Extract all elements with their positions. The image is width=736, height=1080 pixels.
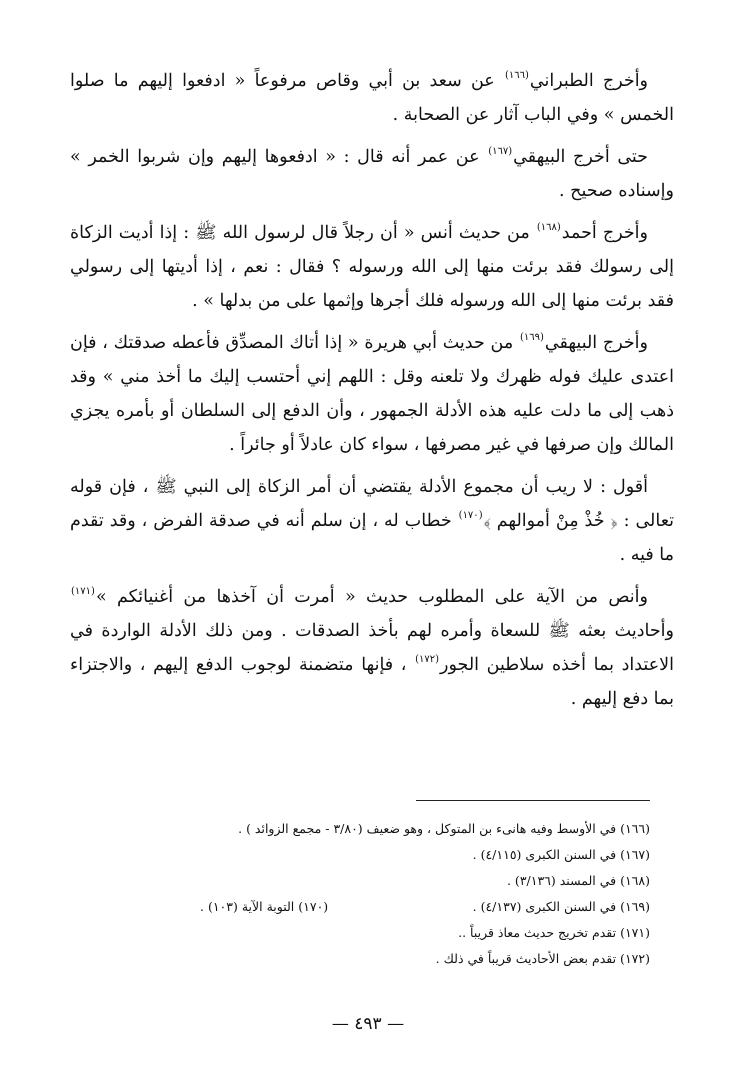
text-run: من حديث أنس « أن رجلاً قال لرسول الله ﷺ : إذا أديت الزكاة إلى رسولك فقد برئت منها إلى الله ورسوله ؟ فقال : نعم ، إذا أديتها إلى رسولي فقد برئت منها إلى الله ورسوله فلك أجرها وإثمها على من بدلها » . <box>70 223 674 311</box>
footnote-169: (١٦٩) في السنن الكبرى (٤/١٣٧) . <box>472 899 650 914</box>
text-run: حتى أخرج البيهقي <box>513 147 649 167</box>
footnote-170: (١٧٠) التوبة الآية (١٠٣) . <box>200 899 329 914</box>
footnote-ref: (١٧١) <box>71 586 95 597</box>
footnote-separator <box>416 800 650 801</box>
footnote-167: (١٦٧) في السنن الكبرى (٤/١١٥) . <box>472 847 650 862</box>
paragraph <box>70 140 674 208</box>
footnote-row <box>70 868 650 894</box>
text-run: وأخرج أحمد <box>561 223 648 243</box>
footnote-ref: (١٦٩) <box>519 332 544 343</box>
footnote-168: (١٦٨) في المسند (٣/١٣٦) . <box>506 873 650 888</box>
text-run: وأخرج الطبراني <box>529 71 649 91</box>
text-run: أقول : لا ريب أن مجموع الأدلة يقتضي أن أمر الزكاة إلى النبي ﷺ ، فإن قوله تعالى : ﴿ خُذْ مِنْ أموالهم ﴾ <box>70 477 675 531</box>
footnote-ref: (١٦٧) <box>488 146 513 157</box>
footnote-ref: (١٧٠) <box>458 510 483 521</box>
paragraph <box>70 64 674 132</box>
footnote-row <box>70 842 650 868</box>
footnote-row <box>70 894 650 920</box>
text-run: وأحاديث بعثه ﷺ للسعاة وأمره لهم بأخذ الصدقات . ومن ذلك الأدلة الواردة في الاعتداد بما أخذه سلاطين الجور <box>70 621 674 675</box>
footnote-171: (١٧١) تقدم تخريج حديث معاذ قريباً .. <box>458 925 650 940</box>
main-text <box>70 64 674 716</box>
text-run: عن سعد بن أبي وقاص مرفوعاً « ادفعوا إليهم ما صلوا الخمس » وفي الباب آثار عن الصحابة . <box>70 71 674 125</box>
footnote-172: (١٧٢) تقدم بعض الأحاديث قريباً في ذلك . <box>435 951 650 966</box>
footnote-ref: (١٦٨) <box>536 222 561 233</box>
text-run: ، فإنها متضمنة لوجوب الدفع إليهم ، والاجتزاء بما دفع إليهم . <box>70 655 674 709</box>
footnote-ref: (١٦٦) <box>504 70 529 81</box>
footnote-166: (١٦٦) في الأوسط وفيه هانىء بن المتوكل ، وهو ضعيف (٣/٨٠ - مجمع الزوائد ) . <box>238 821 650 836</box>
paragraph <box>70 470 674 572</box>
footnote-ref: (١٧٢) <box>415 654 440 665</box>
text-run: وأنص من الآية على المطلوب حديث « أمرت أن آخذها من أغنيائكم » <box>95 587 648 607</box>
footnote-row <box>70 816 650 842</box>
text-run: عن عمر أنه قال : « ادفعوها إليهم وإن شربوا الخمر » وإسناده صحيح . <box>70 147 674 201</box>
footnote-row <box>70 920 650 946</box>
text-run: من حديث أبي هريرة « إذا أتاك المصدِّق فأعطه صدقتك ، فإن اعتدى عليك فوله ظهرك ولا تلعنه وقل : اللهم إني أحتسب إليك ما أخذ مني » وقد ذهب إلى ما دلت عليه هذه الأدلة الجمهور ، وأن الدفع إلى السلطان أو بأمره يجزي المالك وإن صرفها في غير مصرفها ، سواء كان عادلاً أو جائراً . <box>70 333 674 455</box>
text-run: وأخرج البيهقي <box>544 333 648 353</box>
paragraph <box>70 216 674 318</box>
text-run: خطاب له ، إن سلم أنه في صدقة الفرض ، وقد تقدم ما فيه . <box>70 511 674 565</box>
paragraph <box>70 326 674 462</box>
page-number: — ٤٩٣ — <box>331 1014 405 1034</box>
paragraph <box>70 580 674 716</box>
footnotes <box>70 816 650 972</box>
footnote-row <box>70 946 650 972</box>
